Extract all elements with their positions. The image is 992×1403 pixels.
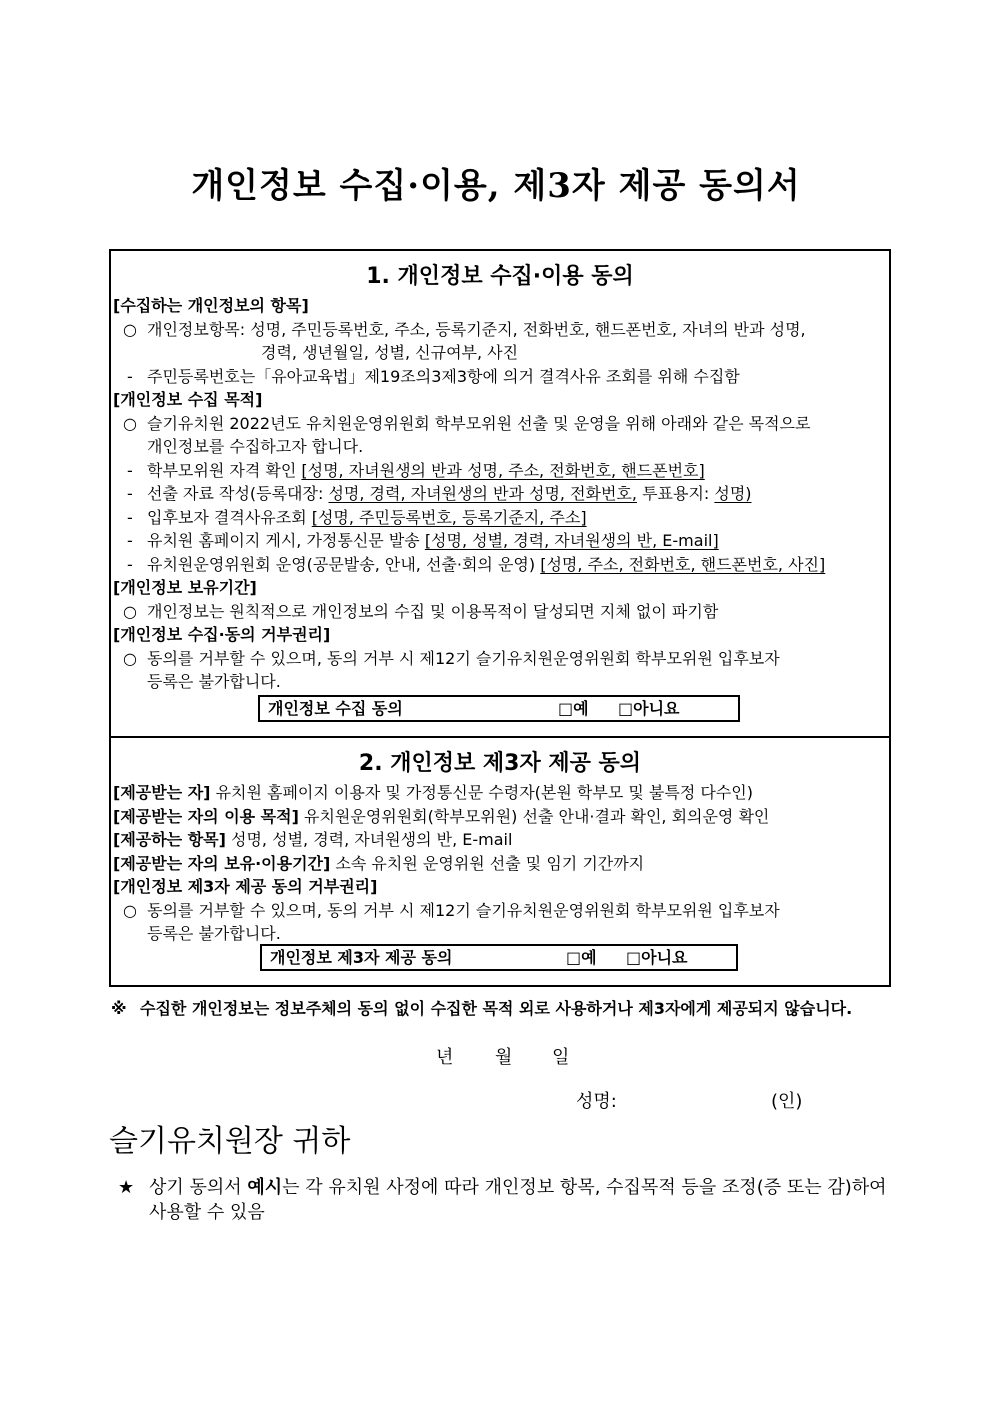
purpose-item-label: 학부모위원 자격 확인 (147, 460, 302, 480)
third-party-consent-label: 개인정보 제3자 제공 동의 (270, 948, 453, 967)
purpose-line (111, 412, 889, 436)
use-purpose-line (111, 805, 889, 829)
purpose-item-detail: [성명, 주민등록번호, 등록기준지, 주소] (311, 507, 587, 527)
date-year: 년 (436, 1047, 454, 1068)
use-purpose-heading: [제공받는 자의 이용 목적] (113, 806, 299, 826)
purpose-item-detail: [성명, 주소, 전화번호, 핸드폰번호, 사진] (540, 554, 826, 574)
third-party-refusal-text-2: 등록은 불가합니다. (147, 924, 281, 943)
collection-consent-no-checkbox[interactable]: □아니요 (618, 699, 680, 718)
signature-label: 성명: (576, 1091, 617, 1112)
purpose-item-label: 유치원운영위원회 운영(공문발송, 안내, 선출·회의 운영) (147, 554, 541, 574)
items-heading: [수집하는 개인정보의 항목] (113, 296, 309, 315)
retention-heading: [개인정보 보유기간] (113, 578, 257, 597)
refusal-line (111, 647, 889, 671)
purpose-item-detail2: 성명) (714, 484, 752, 503)
third-party-consent-box (260, 944, 738, 971)
dash-marker: - (127, 460, 133, 480)
third-party-refusal-heading: [개인정보 제3자 제공 동의 거부권리] (113, 877, 378, 896)
purpose-item-label2: 투표용지: (636, 484, 715, 503)
dash-marker: - (127, 531, 133, 550)
recipient-line (111, 781, 889, 805)
purpose-item (111, 553, 889, 577)
circle-bullet: ○ (123, 900, 137, 920)
retention-text: 개인정보는 원칙적으로 개인정보의 수집 및 이용목적이 달성되면 지체 없이 파기함 (147, 601, 719, 621)
third-party-refusal-line (111, 899, 889, 923)
dash-marker: - (127, 484, 133, 503)
rrn-note-line (111, 365, 889, 389)
date-day: 일 (552, 1047, 570, 1068)
signature-seal: (인) (771, 1091, 803, 1112)
items-text-2: 경력, 생년월일, 성별, 신규여부, 사진 (261, 343, 519, 362)
retention-period-heading: [제공받는 자의 보유·이용기간] (113, 853, 331, 873)
collection-consent-box (258, 695, 740, 722)
retention-period-line (111, 852, 889, 876)
refusal-heading: [개인정보 수집·동의 거부권리] (113, 625, 331, 644)
purpose-item-detail: 성명, 경력, 자녀원생의 반과 성명, 전화번호, (328, 484, 637, 503)
section-collection-consent (109, 249, 891, 738)
footnote-pre: 상기 동의서 (149, 1177, 248, 1198)
purpose-item (111, 482, 889, 506)
provided-items-line (111, 828, 889, 852)
provided-items-heading: [제공하는 항목] (113, 830, 226, 849)
circle-bullet: ○ (123, 601, 137, 621)
purpose-heading: [개인정보 수집 목적] (113, 390, 263, 409)
third-party-consent-yes-checkbox[interactable]: □예 (566, 948, 597, 967)
refusal-text-1: 동의를 거부할 수 있으며, 동의 거부 시 제12기 슬기유치원운영위원회 학부모위원 입후보자 (147, 648, 780, 668)
recipient-text: 유치원 홈페이지 이용자 및 가정통신문 수령자(본원 학부모 및 불특정 다수인) (210, 783, 753, 802)
items-text-1: 개인정보항목: 성명, 주민등록번호, 주소, 등록기준지, 전화번호, 핸드폰번호, 자녀의 반과 성명, (147, 319, 806, 339)
circle-bullet: ○ (123, 319, 137, 339)
purpose-item-label: 유치원 홈페이지 게시, 가정통신문 발송 (147, 531, 425, 550)
collection-consent-label: 개인정보 수집 동의 (268, 699, 403, 718)
star-icon: ★ (118, 1177, 135, 1198)
section2-title: 2. 개인정보 제3자 제공 동의 (358, 751, 642, 776)
document-title: 개인정보 수집·이용, 제3자 제공 동의서 (191, 166, 801, 206)
refusal-text-2: 등록은 불가합니다. (147, 672, 281, 691)
dash-marker: - (127, 507, 133, 527)
third-party-consent-no-checkbox[interactable]: □아니요 (626, 948, 688, 967)
recipient-heading: [제공받는 자] (113, 783, 211, 802)
retention-line (111, 600, 889, 624)
privacy-note-text: 수집한 개인정보는 정보주체의 동의 없이 수집한 목적 외로 사용하거나 제3자에게 제공되지 않습니다. (140, 999, 853, 1018)
purpose-item-label: 선출 자료 작성(등록대장: (147, 484, 329, 503)
retention-period-text: 소속 유치원 운영위원 선출 및 임기 기간까지 (330, 853, 645, 873)
third-party-refusal-text-1: 동의를 거부할 수 있으며, 동의 거부 시 제12기 슬기유치원운영위원회 학부모위원 입후보자 (147, 900, 780, 920)
rrn-note: 주민등록번호는「유아교육법」제19조의3제3항에 의거 결격사유 조회를 위해 수집함 (147, 366, 740, 386)
items-line (111, 318, 889, 342)
provided-items-text: 성명, 성별, 경력, 자녀원생의 반, E-mail (225, 830, 513, 849)
purpose-item (111, 459, 889, 483)
purpose-text-1: 슬기유치원 2022년도 유치원운영위원회 학부모위원 선출 및 운영을 위해 아래와 같은 목적으로 (147, 413, 811, 433)
section1-title: 1. 개인정보 수집·이용 동의 (366, 264, 634, 289)
dash-marker: - (127, 366, 133, 386)
purpose-item-detail: [성명, 성별, 경력, 자녀원생의 반, E-mail] (424, 531, 719, 550)
footnote-text (149, 1175, 888, 1225)
circle-bullet: ○ (123, 648, 137, 668)
purpose-item (111, 529, 889, 553)
collection-consent-yes-checkbox[interactable]: □예 (558, 699, 589, 718)
purpose-item (111, 506, 889, 530)
circle-bullet: ○ (123, 413, 137, 433)
use-purpose-text: 유치원운영위원회(학부모위원) 선출 안내·결과 확인, 회의운영 확인 (298, 806, 770, 826)
footnote-bold: 예시 (247, 1177, 283, 1198)
purpose-item-label: 입후보자 결격사유조회 (147, 507, 312, 527)
purpose-text-2: 개인정보를 수집하고자 합니다. (147, 437, 364, 456)
recipient-addressee: 슬기유치원장 귀하 (109, 1124, 351, 1159)
purpose-item-detail: [성명, 자녀원생의 반과 성명, 주소, 전화번호, 핸드폰번호] (301, 460, 705, 480)
date-month: 월 (495, 1047, 513, 1068)
section-third-party-consent (109, 736, 891, 987)
dash-marker: - (127, 554, 133, 574)
footnote-post: 는 각 유치원 사정에 따라 개인정보 항목, 수집목적 등을 조정(증 또는 감)하여 사용할 수 있음 (149, 1177, 887, 1223)
reference-mark: ※ (111, 999, 127, 1018)
